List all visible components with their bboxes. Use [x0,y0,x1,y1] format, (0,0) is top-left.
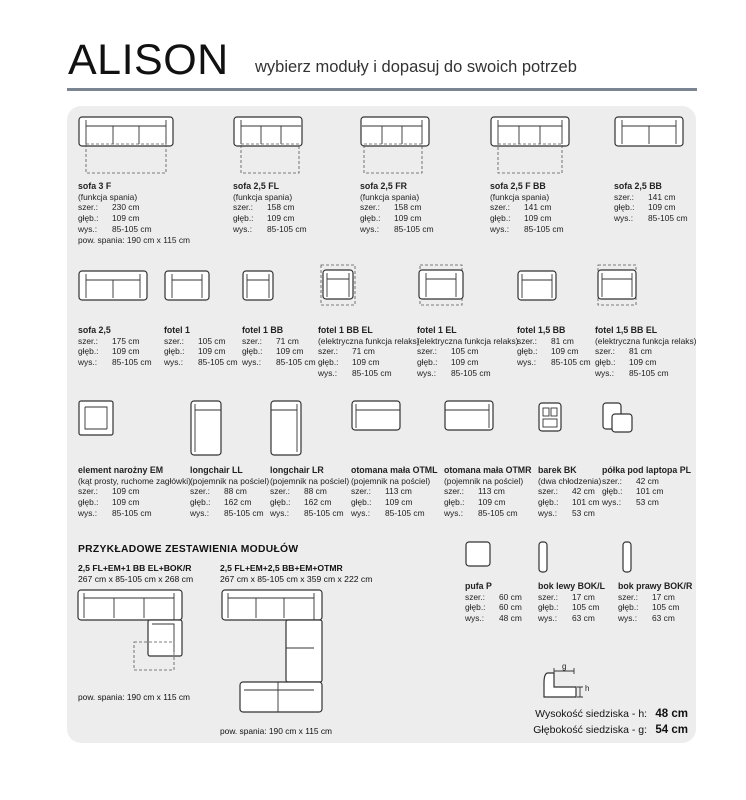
module-name: fotel 1,5 BB EL [595,325,658,335]
spec-key: szer.: [318,346,339,357]
page-subtitle: wybierz moduły i dopasuj do swoich potrzeb [255,58,577,76]
spec-value: 109 cm [394,213,422,224]
module-spec-row [444,508,532,519]
spec-key: szer.: [618,591,639,602]
spec-key: głęb.: [614,202,635,213]
seat-height-label: Wysokość siedziska - h: [535,708,648,720]
barek-bk-drawing [538,402,562,432]
spec-value: 88 cm [224,486,247,497]
module-note: (funkcja spania) [490,191,550,202]
spec-value: 85-105 cm [224,507,264,518]
spec-value: 85-105 cm [524,223,564,234]
spec-key: wys.: [233,223,253,234]
spec-value: 42 cm [572,486,595,497]
module-spec-row [351,497,438,508]
spec-value: 109 cm [198,346,226,357]
module-name: fotel 1 BB EL [318,325,373,335]
otomana-otml-drawing [351,400,401,434]
module-spec-row [517,346,591,357]
spec-key: wys.: [242,357,262,368]
spec-value: 101 cm [636,486,664,497]
spec-value: 230 cm [112,202,140,213]
spec-value: 42 cm [636,475,659,486]
spec-value: 109 cm [267,213,295,224]
spec-value: 63 cm [652,613,675,624]
otomana-otmr-drawing [444,400,494,434]
spec-key: głęb.: [164,346,185,357]
combo-2-drawing [220,588,325,716]
spec-key: głęb.: [538,497,559,508]
spec-key: szer.: [602,475,623,486]
spec-value: 71 cm [276,335,299,346]
spec-value: 101 cm [572,497,600,508]
spec-key: szer.: [242,335,263,346]
fotel-1el-drawing [417,264,465,306]
module-note: (elektryczna funkcja relaks) [417,335,519,346]
spec-key: głęb.: [602,486,623,497]
spec-key: szer.: [444,486,465,497]
spec-key: głęb.: [465,602,486,613]
spec-key: wys.: [417,367,437,378]
spec-key: głęb.: [360,213,381,224]
sofa-25fbb-drawing [490,116,570,176]
spec-value: 109 cm [629,357,657,368]
module-note: (pojemnik na pościel) [444,475,524,486]
seat-g-label: g [562,662,567,671]
module-name: barek BK [538,465,577,475]
spec-key: głęb.: [417,357,438,368]
spec-value: 85-105 cm [267,223,307,234]
bok-l-drawing [538,541,548,573]
spec-value: 85-105 cm [352,367,392,378]
spec-value: 113 cm [478,486,505,497]
page-title: ALISON [68,36,229,84]
module-spec-row [164,357,238,368]
module-spec-row [517,336,591,347]
module-note: (dwa chłodzenia) [538,475,602,486]
module-note: (pojemnik na pościel) [270,475,350,486]
module-spec-row [242,346,316,357]
module-spec-row [614,213,688,224]
module-info [465,581,522,624]
spec-value: 109 cm [112,486,140,497]
module-name: bok lewy BOK/L [538,581,605,591]
module-info [538,581,605,624]
module-info [318,325,419,379]
spec-value: 109 cm [478,497,506,508]
spec-value: 17 cm [572,591,595,602]
module-spec-row [595,357,696,368]
module-spec-row [618,592,692,603]
module-spec-row [595,368,696,379]
module-spec-row [538,497,601,508]
module-spec-row [444,486,532,497]
spec-value: 105 cm [451,346,479,357]
module-spec-row [78,357,152,368]
spec-value: 105 cm [572,602,600,613]
spec-value: 141 cm [524,202,552,213]
module-name: sofa 3 F [78,181,112,191]
spec-value: 113 cm [385,486,412,497]
spec-key: szer.: [164,335,185,346]
module-info [517,325,591,368]
module-note: (pojemnik na pościel) [190,475,270,486]
spec-value: 85-105 cm [198,357,238,368]
module-spec-row [538,613,605,624]
spec-key: wys.: [190,507,210,518]
module-spec-row [78,486,191,497]
module-info [538,465,601,519]
module-spec-row [614,192,688,203]
module-spec-row [538,592,605,603]
module-note: (elektryczna funkcja relaks) [595,335,697,346]
spec-value: 85-105 cm [112,507,152,518]
module-name: sofa 2,5 F BB [490,181,546,191]
module-note: (funkcja spania) [233,191,293,202]
module-info [233,181,307,235]
module-info [595,325,696,379]
module-spec-row [351,508,438,519]
spec-value: 63 cm [572,613,595,624]
spec-value: 109 cm [112,346,140,357]
module-spec-row [417,368,518,379]
module-spec-row [417,346,518,357]
sofa-25fl-drawing [233,116,303,176]
module-spec-row [78,224,190,235]
spec-key: szer.: [465,591,486,602]
module-note: (kąt prosty, ruchome zagłówki) [78,475,191,486]
combo-1-name: 2,5 FL+EM+1 BB EL+BOK/R [78,563,192,573]
spec-key: wys.: [318,367,338,378]
module-spec-row [318,346,419,357]
spec-value: 109 cm [451,357,479,368]
module-spec-row [602,497,691,508]
combo-2-info [220,563,372,584]
spec-key: głęb.: [270,497,291,508]
seat-h-label: h [585,684,590,693]
module-spec-row [164,346,238,357]
module-spec-row [190,508,269,519]
module-extra: pow. spania: 190 cm x 115 cm [78,234,191,245]
module-spec-row [602,476,691,487]
combo-1-dims: 267 cm x 85-105 cm x 268 cm [78,573,194,584]
module-name: element narożny EM [78,465,164,475]
spec-key: szer.: [595,346,616,357]
module-spec-row [242,357,316,368]
spec-key: wys.: [360,223,380,234]
spec-key: głęb.: [444,497,465,508]
spec-value: 162 cm [224,497,252,508]
spec-key: szer.: [233,202,254,213]
module-spec-row [465,613,522,624]
module-info [78,465,191,519]
spec-key: głęb.: [538,602,559,613]
spec-key: głęb.: [78,497,99,508]
module-info [444,465,532,519]
element-em-drawing [78,400,114,436]
module-note: (pojemnik na pościel) [351,475,431,486]
combo-2-dims: 267 cm x 85-105 cm x 359 cm x 222 cm [220,573,373,584]
spec-value: 109 cm [276,346,304,357]
module-info [78,325,152,368]
module-spec-row [490,224,564,235]
spec-key: wys.: [614,213,634,224]
sofa-25fr-drawing [360,116,430,176]
spec-key: szer.: [360,202,381,213]
longchair-ll-drawing [190,400,222,456]
polka-pl-drawing [602,402,634,434]
spec-value: 85-105 cm [394,223,434,234]
module-spec-row [78,497,191,508]
module-name: fotel 1,5 BB [517,325,566,335]
module-info [490,181,564,235]
module-spec-row [417,357,518,368]
module-spec-row [351,486,438,497]
module-info [351,465,438,519]
spec-value: 175 cm [112,335,140,346]
module-spec-row [618,602,692,613]
spec-key: szer.: [351,486,372,497]
module-spec-row [602,486,691,497]
spec-key: głęb.: [595,357,616,368]
spec-value: 109 cm [524,213,552,224]
module-spec-row [190,486,269,497]
spec-value: 81 cm [629,346,652,357]
title-divider [67,88,697,91]
module-spec-row [360,224,434,235]
seat-dimensions [518,706,688,738]
module-name: sofa 2,5 [78,325,111,335]
module-spec-row [190,497,269,508]
module-spec-row [78,508,191,519]
sofa-25bb-drawing [614,116,684,150]
module-info [78,181,190,245]
module-name: otomana mała OTML [351,465,438,475]
spec-value: 85-105 cm [451,367,491,378]
module-spec-row [270,508,349,519]
spec-value: 85-105 cm [551,357,591,368]
spec-key: szer.: [417,346,438,357]
module-note: (funkcja spania) [78,191,138,202]
spec-value: 85-105 cm [112,357,152,368]
spec-key: wys.: [490,223,510,234]
spec-key: głęb.: [517,346,538,357]
spec-value: 53 cm [636,497,659,508]
fotel-15bbel-drawing [595,264,639,306]
spec-value: 60 cm [499,591,522,602]
spec-value: 109 cm [112,497,140,508]
spec-value: 109 cm [112,213,140,224]
spec-key: wys.: [538,507,558,518]
module-info [360,181,434,235]
module-spec-row [242,336,316,347]
module-info [190,465,269,519]
spec-value: 158 cm [394,202,422,213]
module-spec-row [233,213,307,224]
spec-key: wys.: [78,507,98,518]
spec-key: szer.: [270,486,291,497]
module-info [164,325,238,368]
spec-key: głęb.: [490,213,511,224]
spec-key: szer.: [490,202,511,213]
spec-key: wys.: [538,613,558,624]
module-info [417,325,518,379]
spec-key: głęb.: [242,346,263,357]
spec-key: szer.: [538,591,559,602]
bok-r-drawing [622,541,632,573]
spec-key: szer.: [190,486,211,497]
module-spec-row [78,346,152,357]
module-spec-row [164,336,238,347]
module-spec-row [318,357,419,368]
module-name: sofa 2,5 FR [360,181,407,191]
spec-value: 109 cm [551,346,579,357]
spec-key: wys.: [78,357,98,368]
module-note: (funkcja spania) [360,191,420,202]
module-spec-row [595,346,696,357]
fotel-1bb-drawing [242,270,274,304]
spec-value: 162 cm [304,497,332,508]
spec-key: wys.: [164,357,184,368]
module-name: fotel 1 [164,325,190,335]
combo-1-drawing [76,588,188,680]
spec-value: 105 cm [652,602,680,613]
spec-value: 85-105 cm [629,367,669,378]
spec-value: 109 cm [352,357,380,368]
module-spec-row [538,486,601,497]
module-name: półka pod laptopa PL [602,465,691,475]
combo-2-name: 2,5 FL+EM+2,5 BB+EM+OTMR [220,563,343,573]
module-info [270,465,349,519]
spec-key: wys.: [444,507,464,518]
spec-value: 141 cm [648,191,676,202]
spec-value: 88 cm [304,486,327,497]
module-spec-row [270,497,349,508]
spec-key: wys.: [517,357,537,368]
module-spec-row [618,613,692,624]
spec-key: wys.: [351,507,371,518]
spec-value: 109 cm [648,202,676,213]
spec-key: szer.: [78,202,99,213]
spec-key: głęb.: [190,497,211,508]
module-spec-row [318,368,419,379]
module-spec-row [490,213,564,224]
combo-1-spania: pow. spania: 190 cm x 115 cm [78,692,191,702]
spec-value: 109 cm [385,497,413,508]
module-spec-row [360,202,434,213]
spec-value: 85-105 cm [648,213,688,224]
examples-heading: PRZYKŁADOWE ZESTAWIENIA MODUŁÓW [78,544,299,555]
seat-depth-label: Głębokość siedziska - g: [533,724,648,736]
spec-value: 105 cm [198,335,226,346]
spec-value: 48 cm [499,613,522,624]
module-name: longchair LR [270,465,324,475]
fotel-1-drawing [164,270,210,304]
fotel-1bbel-drawing [318,264,358,306]
module-spec-row [444,497,532,508]
combo-1-info [78,563,193,584]
spec-key: wys.: [270,507,290,518]
spec-key: szer.: [614,191,635,202]
module-spec-row [614,202,688,213]
module-name: fotel 1 EL [417,325,457,335]
spec-key: wys.: [595,367,615,378]
module-name: sofa 2,5 BB [614,181,662,191]
spec-value: 85-105 cm [304,507,344,518]
module-spec-row [270,486,349,497]
spec-key: wys.: [602,497,622,508]
spec-key: wys.: [78,223,98,234]
sofa-3f-drawing [78,116,174,176]
module-name: otomana mała OTMR [444,465,532,475]
spec-key: głęb.: [78,346,99,357]
spec-key: wys.: [465,613,485,624]
combo-2-spania: pow. spania: 190 cm x 115 cm [220,726,333,736]
module-name: sofa 2,5 FL [233,181,279,191]
module-spec-row [517,357,591,368]
seat-height-value: 48 cm [655,708,688,720]
longchair-lr-drawing [270,400,302,456]
module-name: longchair LL [190,465,243,475]
module-spec-row [465,602,522,613]
spec-key: szer.: [78,335,99,346]
module-name: pufa P [465,581,492,591]
spec-key: głęb.: [618,602,639,613]
sofa-25-drawing [78,270,148,304]
module-spec-row [78,336,152,347]
module-spec-row [78,202,190,213]
spec-value: 85-105 cm [385,507,425,518]
module-info [618,581,692,624]
spec-value: 53 cm [572,507,595,518]
spec-value: 60 cm [499,602,522,613]
module-spec-row [233,202,307,213]
spec-value: 85-105 cm [276,357,316,368]
module-info [242,325,316,368]
spec-key: głęb.: [78,213,99,224]
module-note: (elektryczna funkcja relaks) [318,335,420,346]
spec-value: 71 cm [352,346,375,357]
spec-value: 85-105 cm [478,507,518,518]
module-name: fotel 1 BB [242,325,284,335]
spec-value: 85-105 cm [112,223,152,234]
spec-key: szer.: [78,486,99,497]
module-name: bok prawy BOK/R [618,581,693,591]
spec-key: głęb.: [233,213,254,224]
spec-key: szer.: [538,486,559,497]
fotel-15bb-drawing [517,270,557,304]
spec-key: głęb.: [351,497,372,508]
spec-value: 158 cm [267,202,295,213]
module-info [614,181,688,224]
module-spec-row [78,213,190,224]
module-spec-row [233,224,307,235]
module-spec-row [490,202,564,213]
spec-key: wys.: [618,613,638,624]
spec-key: szer.: [517,335,538,346]
spec-value: 81 cm [551,335,574,346]
module-spec-row [360,213,434,224]
module-info [602,465,691,508]
spec-key: głęb.: [318,357,339,368]
module-spec-row [465,592,522,603]
seat-depth-value: 54 cm [655,724,688,736]
module-spec-row [538,508,601,519]
module-spec-row [538,602,605,613]
spec-value: 17 cm [652,591,675,602]
pufa-p-drawing [465,541,491,567]
